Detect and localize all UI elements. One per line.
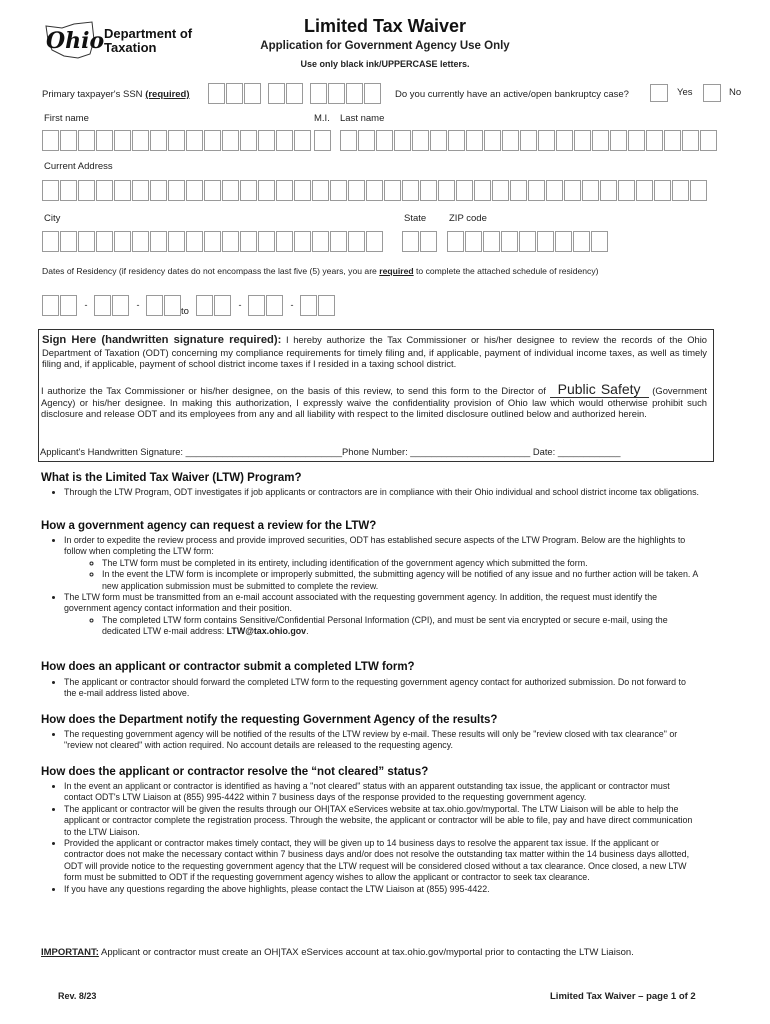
bankruptcy-no-checkbox[interactable]	[703, 84, 721, 102]
ink-instruction: Use only black ink/UPPERCASE letters.	[300, 59, 470, 69]
char-box[interactable]	[682, 130, 699, 151]
bankruptcy-yes-checkbox[interactable]	[650, 84, 668, 102]
list-item: • The applicant or contractor should forward the completed LTW form to the requesting government agency contact for authorized submission. Do not forward to the e-mail address listed above.	[64, 677, 700, 700]
last-name-label: Last name	[340, 113, 385, 124]
char-box[interactable]	[222, 130, 239, 151]
char-box[interactable]	[448, 130, 465, 151]
char-box[interactable]	[186, 180, 203, 201]
char-box[interactable]	[222, 180, 239, 201]
address-label: Current Address	[44, 161, 113, 172]
sign-here-heading: Sign Here (handwritten signature required):	[42, 334, 282, 346]
residency-to-date[interactable]: - -	[196, 295, 336, 316]
char-box[interactable]	[42, 180, 59, 201]
char-box[interactable]	[402, 180, 419, 201]
signature-section	[38, 329, 714, 462]
revision-label: Rev. 8/23	[58, 991, 97, 1001]
char-box[interactable]	[474, 180, 491, 201]
char-box[interactable]	[294, 130, 311, 151]
char-box[interactable]	[114, 231, 131, 252]
ssn-required-note: (required)	[145, 89, 190, 100]
char-box[interactable]	[60, 231, 77, 252]
residency-note: Dates of Residency (if residency dates do not encompass the last five (5) years, you are required to complete the attached schedule of residency)	[42, 266, 599, 276]
char-box[interactable]	[573, 231, 590, 252]
char-box[interactable]	[204, 231, 221, 252]
char-box[interactable]	[78, 180, 95, 201]
char-box[interactable]	[240, 231, 257, 252]
last-name-field[interactable]	[340, 130, 718, 151]
first-name-label: First name	[44, 113, 89, 124]
mi-label: M.I.	[314, 113, 330, 124]
address-field[interactable]	[42, 180, 708, 201]
char-box[interactable]	[168, 130, 185, 151]
zip-label: ZIP code	[449, 213, 487, 224]
section-submit-heading: How does an applicant or contractor submit a completed LTW form?	[41, 661, 415, 673]
char-box[interactable]	[628, 130, 645, 151]
char-box[interactable]	[564, 180, 581, 201]
char-box[interactable]	[394, 130, 411, 151]
char-box[interactable]	[276, 180, 293, 201]
char-box[interactable]	[358, 130, 375, 151]
char-box[interactable]	[186, 130, 203, 151]
list-item: • Through the LTW Program, ODT investigates if job applicants or contractors are in compliance with their Ohio individual and school district income tax obligations.	[64, 487, 700, 498]
char-box[interactable]	[430, 130, 447, 151]
page-number: Limited Tax Waiver – page 1 of 2	[550, 991, 696, 1002]
char-box[interactable]	[96, 231, 113, 252]
char-box[interactable]	[96, 130, 113, 151]
char-box[interactable]	[465, 231, 482, 252]
logo-line-1: Department of	[104, 26, 193, 41]
char-box[interactable]	[520, 130, 537, 151]
yes-label: Yes	[677, 87, 693, 98]
list-item: • If you have any questions regarding the above highlights, please contact the LTW Liaison at (855) 995-4422.	[64, 884, 700, 895]
ssn-label: Primary taxpayer's SSN (required)	[42, 89, 190, 100]
char-box[interactable]	[186, 231, 203, 252]
page-title: Limited Tax Waiver	[303, 16, 467, 36]
list-item: • Provided the applicant or contractor makes timely contact, they will be given up to 14 business days to resolve the apparent tax issue. If the applicant or contractor does not make the necessary contact within 7 business days and/or does not resolve the outstanding tax matter within the 14 business days allotted, ODT will provide notice to the requesting government agency that the LTW request will be considered closed without a tax clearance. Once closed, a new LTW form must be submitted to ODT if the requesting government agency wishes to allow the applicant or contractor to seek tax clearance.	[64, 838, 700, 884]
char-box[interactable]	[348, 231, 365, 252]
char-box[interactable]	[484, 130, 501, 151]
no-label: No	[729, 87, 742, 98]
char-box[interactable]	[240, 130, 257, 151]
important-note: IMPORTANT: Applicant or contractor must create an OH|TAX eServices account at tax.ohio.gov/myportal prior to contacting the LTW Liaison.	[41, 947, 634, 958]
char-box[interactable]	[366, 180, 383, 201]
char-box[interactable]	[438, 180, 455, 201]
char-box[interactable]	[204, 180, 221, 201]
char-box[interactable]	[700, 130, 717, 151]
char-box[interactable]	[258, 180, 275, 201]
zip-field[interactable]	[447, 231, 609, 252]
char-box[interactable]	[294, 180, 311, 201]
char-box[interactable]	[690, 180, 707, 201]
section-submit-body	[50, 677, 700, 700]
char-box[interactable]	[204, 130, 221, 151]
char-box[interactable]	[258, 231, 275, 252]
char-box[interactable]	[114, 180, 131, 201]
char-box[interactable]	[537, 231, 554, 252]
char-box[interactable]	[240, 180, 257, 201]
char-box[interactable]	[646, 130, 663, 151]
agency-name-field[interactable]: Public Safety	[550, 381, 649, 398]
char-box[interactable]	[555, 231, 572, 252]
authorization-paragraph-1: Sign Here (handwritten signature required): I hereby authorize the Tax Commissioner or his/her designee to review the records of the Ohio Department of Taxation (ODT) concerning my compliance requirements for timely filing and, if applicable, payment of individual income taxes, as well as timely filing and, if applicable, payment of school district income taxes if I resided in a taxing school district.	[42, 334, 707, 370]
char-box[interactable]	[556, 130, 573, 151]
bankruptcy-question: Do you currently have an active/open bankruptcy case?	[395, 89, 629, 100]
char-box[interactable]	[276, 130, 293, 151]
char-box[interactable]	[150, 130, 167, 151]
char-box[interactable]	[466, 130, 483, 151]
char-box[interactable]	[528, 180, 545, 201]
char-box[interactable]	[330, 231, 347, 252]
list-item: • In order to expedite the review process and provide improved securities, ODT has established secure aspects of the LTW Program. Below are the highlights to follow when completing the LTW form: ◦ The LTW form must be completed in its entirety, including identification of the government agency which submitted the form. ◦ In the event the LTW form is incomplete or improperly submitted, the submitting agency will be notified of any issue and no further action will be taken. A new application submission must be submitted to complete the review.	[64, 535, 700, 592]
char-box[interactable]	[538, 130, 555, 151]
char-box[interactable]	[168, 231, 185, 252]
char-box[interactable]	[574, 130, 591, 151]
char-box[interactable]	[96, 180, 113, 201]
section-resolve-heading: How does the applicant or contractor resolve the “not cleared” status?	[41, 766, 429, 778]
char-box[interactable]	[312, 231, 329, 252]
char-box[interactable]	[42, 130, 59, 151]
char-box[interactable]	[492, 180, 509, 201]
list-item: • In the event an applicant or contractor is identified as having a "not cleared" status with an apparent outstanding tax issue, the applicant or contractor must contact ODT's LTW Liaison at (855) 995-4422 within 7 business days of the response provided to the requesting government agency.	[64, 781, 700, 804]
char-box[interactable]	[376, 130, 393, 151]
char-box[interactable]	[340, 130, 357, 151]
char-box[interactable]	[654, 180, 671, 201]
char-box[interactable]	[258, 130, 275, 151]
list-item: ◦ In the event the LTW form is incomplete or improperly submitted, the submitting agency will be notified of any issue and no further action will be taken. A new application submission must be submitted to complete the review.	[102, 569, 700, 592]
to-label: to	[181, 306, 189, 317]
ltw-email-link[interactable]: LTW@tax.ohio.gov	[226, 626, 307, 637]
city-field[interactable]	[42, 231, 384, 252]
city-label: City	[44, 213, 61, 224]
list-item: • The requesting government agency will be notified of the results of the LTW review by e-mail. These results will only be "review closed with tax clearance" or "review not cleared" with action required. No account details are released to the requesting agency.	[64, 729, 700, 752]
char-box[interactable]	[519, 231, 536, 252]
list-item: ◦ The LTW form must be completed in its entirety, including identification of the government agency which submitted the form.	[102, 558, 700, 569]
list-item: ◦ The completed LTW form contains Sensitive/Confidential Personal Information (CPI), and must be sent via encrypted or secure e-mail, using the dedicated LTW e-mail address: LTW@tax.ohio.gov.	[102, 615, 700, 638]
char-box[interactable]	[330, 180, 347, 201]
section-ltw-program-heading: What is the Limited Tax Waiver (LTW) Program?	[41, 472, 302, 484]
char-box[interactable]	[348, 180, 365, 201]
char-box[interactable]	[456, 180, 473, 201]
char-box[interactable]	[78, 130, 95, 151]
char-box[interactable]	[168, 180, 185, 201]
char-box[interactable]	[610, 130, 627, 151]
char-box[interactable]	[60, 180, 77, 201]
section-request-review-body	[50, 535, 700, 638]
char-box[interactable]	[591, 231, 608, 252]
char-box[interactable]	[150, 180, 167, 201]
char-box[interactable]	[483, 231, 500, 252]
state-label: State	[404, 213, 427, 224]
char-box[interactable]	[592, 130, 609, 151]
first-name-field[interactable]	[42, 130, 312, 151]
char-box[interactable]	[672, 180, 689, 201]
page-subtitle: Application for Government Agency Use Only	[260, 40, 510, 52]
section-notify-body	[50, 729, 700, 752]
char-box[interactable]	[78, 231, 95, 252]
char-box[interactable]	[132, 231, 149, 252]
char-box[interactable]	[384, 180, 401, 201]
char-box[interactable]	[132, 180, 149, 201]
char-box[interactable]	[600, 180, 617, 201]
char-box[interactable]	[114, 130, 131, 151]
ssn-field[interactable]	[208, 83, 382, 104]
char-box[interactable]	[366, 231, 383, 252]
char-box[interactable]	[42, 231, 59, 252]
char-box[interactable]	[618, 180, 635, 201]
char-box[interactable]	[222, 231, 239, 252]
char-box[interactable]	[420, 180, 437, 201]
char-box[interactable]	[276, 231, 293, 252]
char-box[interactable]	[412, 130, 429, 151]
section-notify-heading: How does the Department notify the requesting Government Agency of the results?	[41, 714, 498, 726]
section-request-review-heading: How a government agency can request a review for the LTW?	[41, 520, 377, 532]
char-box[interactable]	[510, 180, 527, 201]
logo-line-2: Taxation	[104, 40, 157, 55]
char-box[interactable]	[501, 231, 518, 252]
mi-field[interactable]	[314, 130, 332, 151]
state-field[interactable]	[402, 231, 438, 252]
char-box[interactable]	[312, 180, 329, 201]
char-box[interactable]	[636, 180, 653, 201]
char-box[interactable]	[60, 130, 77, 151]
signature-line[interactable]: Applicant's Handwritten Signature: ______________________________Phone Number: _______________________ Date: ____________	[40, 446, 621, 457]
char-box[interactable]	[132, 130, 149, 151]
section-ltw-program-body	[50, 487, 700, 498]
char-box[interactable]	[664, 130, 681, 151]
char-box[interactable]	[447, 231, 464, 252]
char-box[interactable]	[502, 130, 519, 151]
char-box[interactable]	[546, 180, 563, 201]
ohio-wordmark: Ohio	[46, 28, 105, 54]
char-box[interactable]	[294, 231, 311, 252]
residency-from-date[interactable]: - -	[42, 295, 182, 316]
authorization-paragraph-2: I authorize the Tax Commissioner or his/her designee, on the basis of this review, to send this form to the Director of Public Safety (Government Agency) or his/her designee. In making this authorization, I expressly waive the confidentiality provision of Ohio law which would otherwise prohibit such disclosure and release ODT and its employees from any and all liability with respect to the limited disclosure outlined below and authorized herein.	[41, 381, 707, 420]
char-box[interactable]	[582, 180, 599, 201]
section-resolve-body	[50, 781, 700, 895]
list-item: • The applicant or contractor will be given the results through our OH|TAX eServices website at tax.ohio.gov/myportal. The LTW Liaison will be able to help the applicant or contractor complete the registration process. Through the website, the applicant or contractor will be able to file, pay and have direct communication to the LTW Liaison.	[64, 804, 700, 838]
char-box[interactable]	[150, 231, 167, 252]
list-item: • The LTW form must be transmitted from an e-mail account associated with the requesting government agency. In addition, the request must identify the government agency contact information and their position. ◦ The completed LTW form contains Sensitive/Confidential Personal Information (CPI), and must be sent via encrypted or secure e-mail, using the dedicated LTW e-mail address: LTW@tax.ohio.gov.	[64, 592, 700, 638]
